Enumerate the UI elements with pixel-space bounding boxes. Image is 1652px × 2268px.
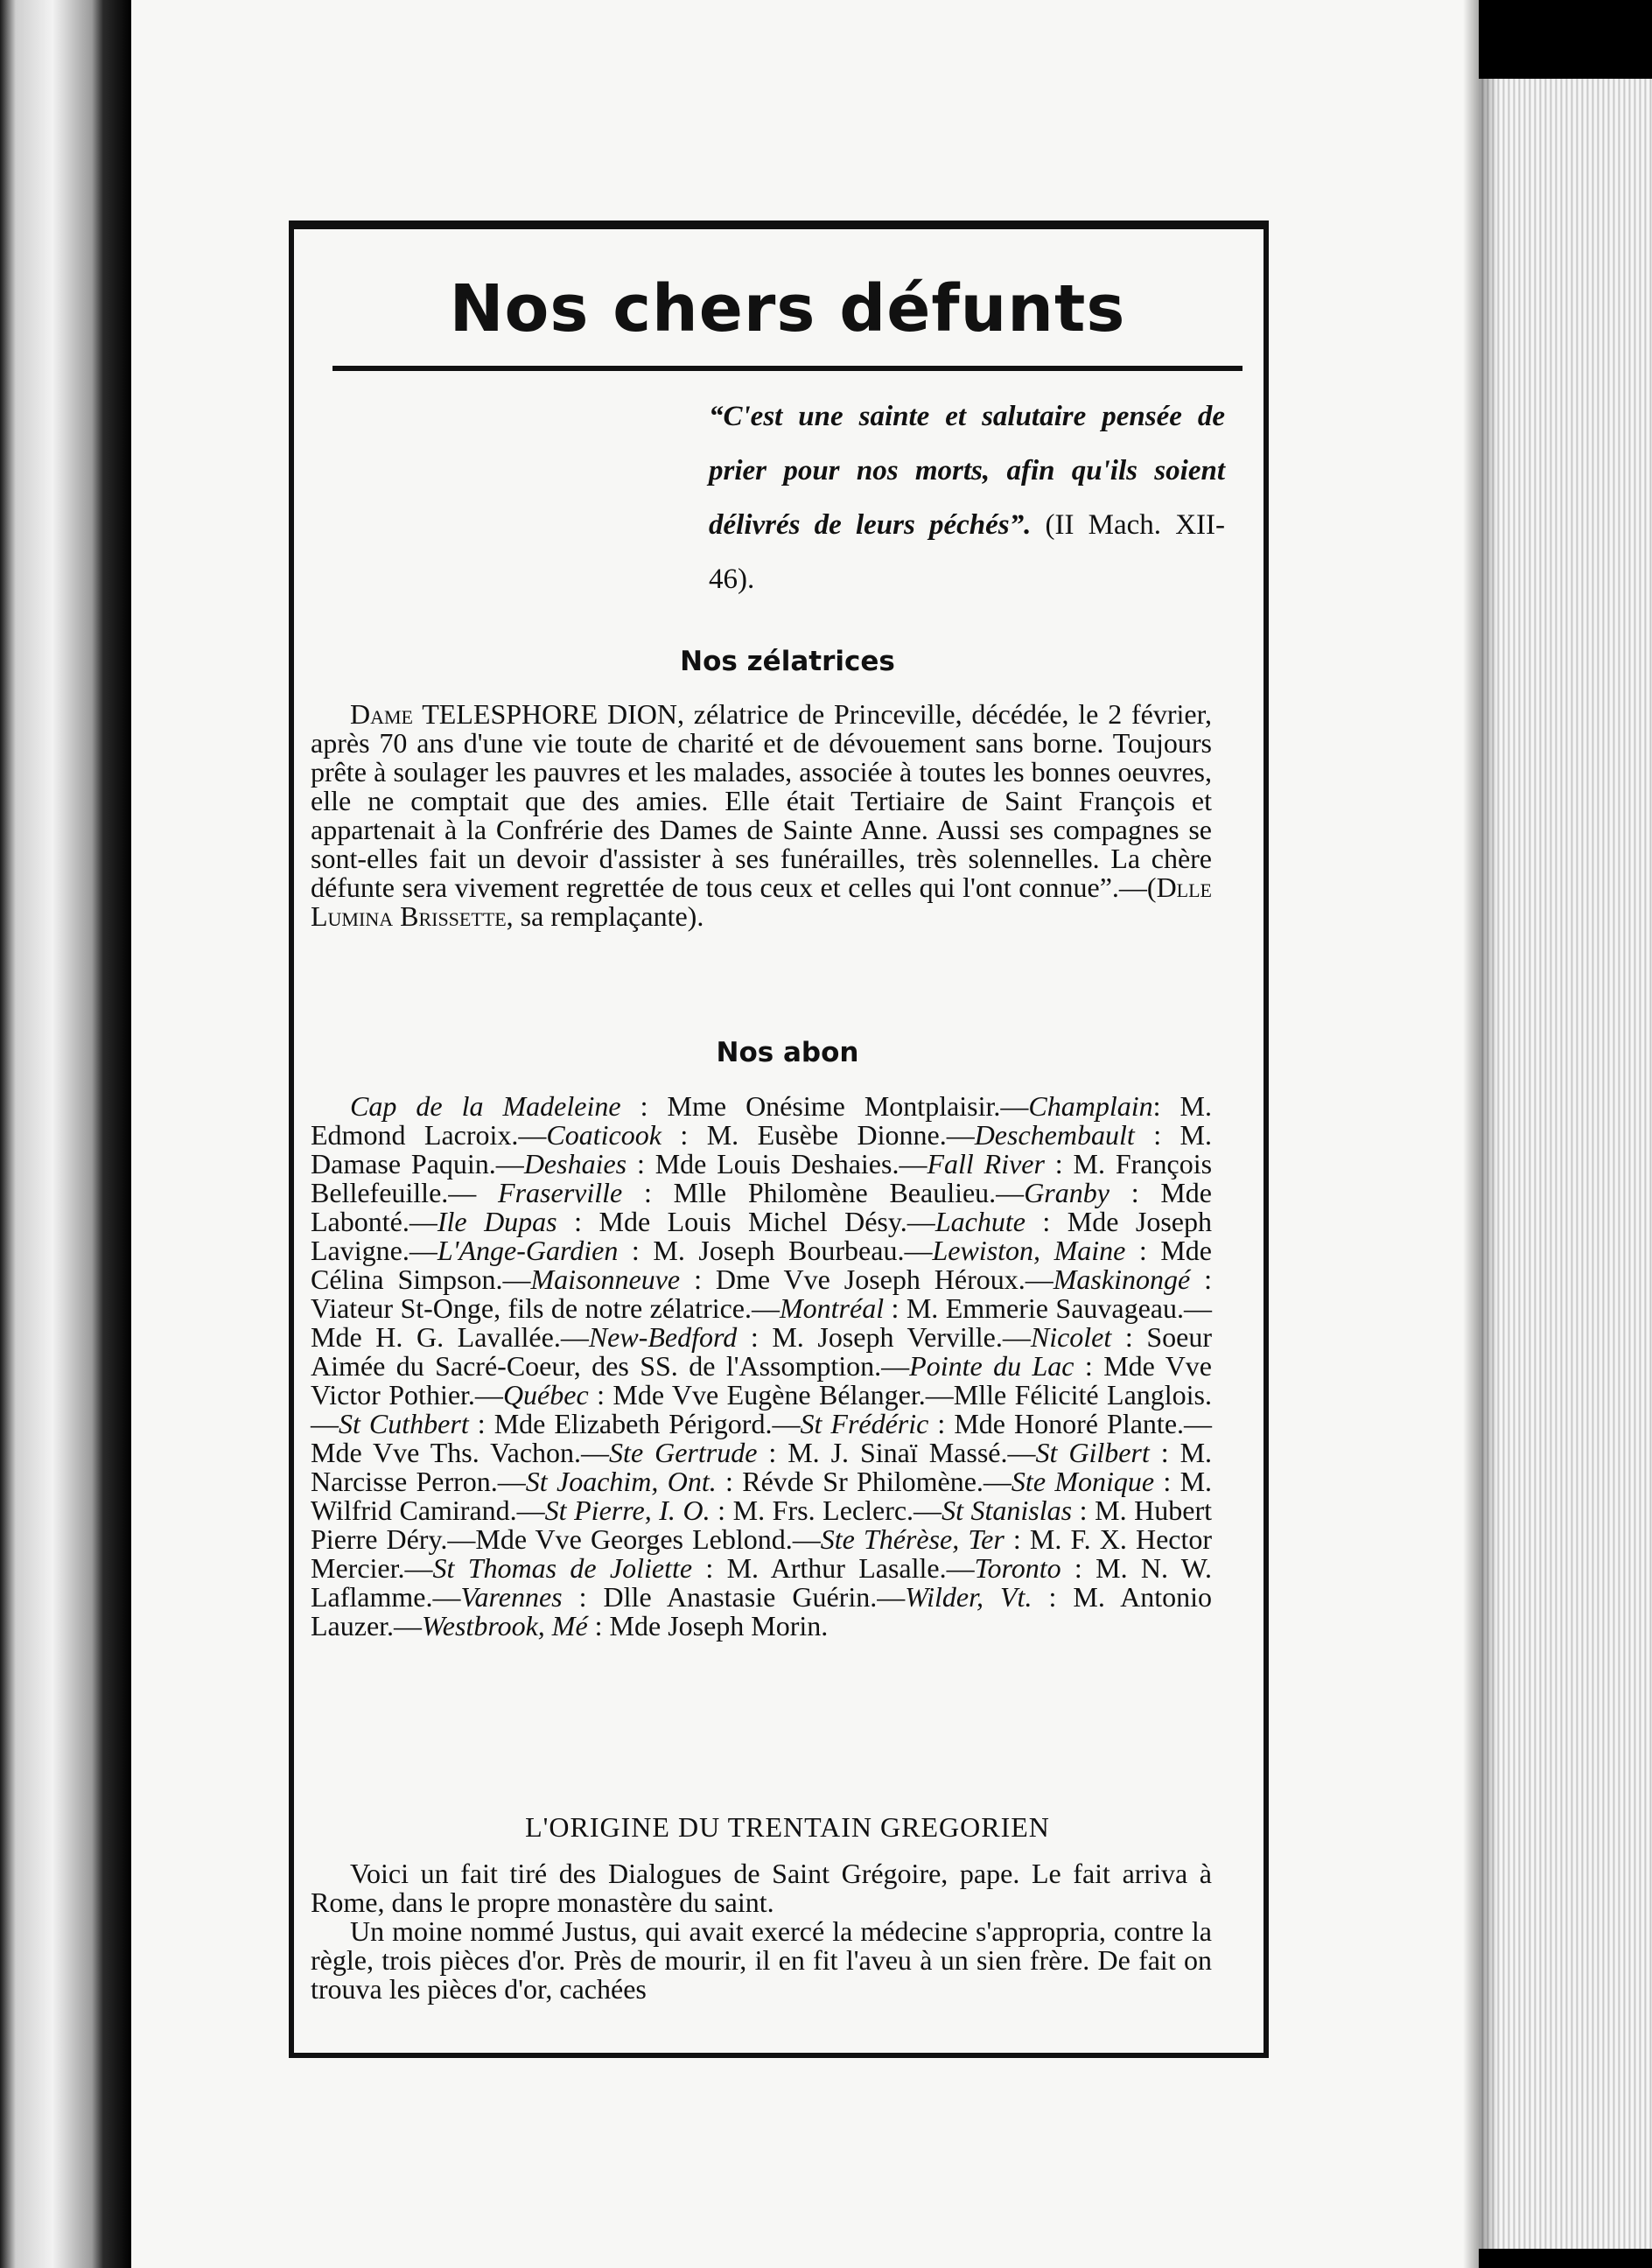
abonne-place: St Frédéric xyxy=(800,1408,929,1439)
frame-top-rule xyxy=(289,220,1269,229)
abonne-names: : M. Arthur Lasalle.— xyxy=(692,1552,975,1584)
abonne-place: Champlain xyxy=(1028,1090,1153,1122)
abonne-names: : Mde Célina Simpson.— xyxy=(311,1235,1213,1295)
abonne-place: Québec xyxy=(502,1379,589,1410)
abonne-names: : M. Joseph Verville.— xyxy=(737,1321,1031,1353)
abonne-names: : Mde Joseph Morin. xyxy=(587,1610,829,1642)
page-title: Nos chers défunts xyxy=(449,271,1126,346)
abonne-place: Lachute xyxy=(934,1206,1026,1237)
abonne-place: Ste Gertrude xyxy=(609,1437,758,1468)
abonne-place: Nicolet xyxy=(1030,1321,1112,1353)
title-rule xyxy=(332,366,1242,371)
abonne-names: : M. Frs. Leclerc.— xyxy=(710,1494,942,1526)
abonne-names: : Soeur Aimée du Sacré-Coeur, des SS. de l'Assomption.— xyxy=(311,1321,1213,1382)
abonne-place: Varennes xyxy=(460,1581,563,1613)
abonne-names: : Mde Elizabeth Périgord.— xyxy=(468,1408,801,1439)
abonne-place: Cap de la Madeleine xyxy=(350,1090,621,1122)
abonne-place: Fall River xyxy=(927,1148,1045,1180)
abonnes-heading: Nos abon xyxy=(716,1037,859,1068)
abonne-place: Lewiston, Maine xyxy=(932,1235,1126,1266)
abonne-place: Maisonneuve xyxy=(530,1264,681,1295)
abonnes-paragraph xyxy=(311,1092,1212,1641)
abonne-place: Wilder, Vt. xyxy=(905,1581,1032,1613)
name-prefix: Dame xyxy=(350,698,413,730)
abonne-names: : M. Edmond Lacroix.— xyxy=(311,1090,1213,1151)
abonne-names: : M. Hubert Pierre Déry.—Mde Vve Georges Leblond.— xyxy=(311,1494,1213,1555)
abonne-names: : Mde Vve Victor Pothier.— xyxy=(311,1350,1213,1410)
abonne-names: : Mde Honoré Plante.—Mde Vve Ths. Vachon.— xyxy=(311,1408,1213,1468)
gutter-shadow xyxy=(1463,0,1498,2268)
abonne-place: St Cuthbert xyxy=(339,1408,469,1439)
zelatrices-heading: Nos zélatrices xyxy=(680,646,895,677)
abonne-names: : Mde Louis Michel Désy.— xyxy=(556,1206,935,1237)
abonne-place: Ile Dupas xyxy=(437,1206,557,1237)
abonne-names: : M. Wilfrid Camirand.— xyxy=(311,1466,1213,1526)
epigraph-text: “C'est une sainte et salutaire pensée de prier pour nos morts, afin qu'ils soient délivrés de leurs péchés”. xyxy=(709,401,1225,541)
page-stack-edge xyxy=(1479,79,1652,2249)
abonne-names: : Viateur St-Onge, fils de notre zélatrice.— xyxy=(311,1264,1213,1324)
origine-heading: L'ORIGINE DU TRENTAIN GREGORIEN xyxy=(525,1811,1050,1843)
abonne-names: : Mde Joseph Lavigne.— xyxy=(311,1206,1213,1266)
abonne-place: Fraserville xyxy=(498,1177,623,1208)
zelatrices-paragraph xyxy=(311,700,1212,931)
abonne-place: Pointe du Lac xyxy=(909,1350,1074,1382)
abonne-names: : Mlle Philomène Beaulieu.— xyxy=(622,1177,1025,1208)
epigraph xyxy=(709,389,1225,606)
abonne-place: Maskinongé xyxy=(1053,1264,1191,1295)
abonne-place: Ste Monique xyxy=(1011,1466,1155,1497)
abonne-names: : M. J. Sinaï Massé.— xyxy=(757,1437,1036,1468)
zelatrices-body: zélatrice de Princeville, décédée, le 2 février, après 70 ans d'une vie toute de charité et de dévouement sans borne. Toujours prête à soulager les pauvres et les malades, associée à toutes les bonnes oeuvres, elle ne comptait que des amies. Elle était Tertiaire de Saint François et appartenait à la Confrérie des Dames de Sainte Anne. Aussi ses compagnes se sont-elles fait un devoir d'assister à ses funérailles, très solennelles. La chère défunte sera vivement regrettée de tous ceux et celles qui l'ont connue”.—( xyxy=(311,698,1213,903)
abonne-names: : M. François Bellefeuille.— xyxy=(311,1148,1213,1208)
abonne-names: : Révde Sr Philomène.— xyxy=(716,1466,1012,1497)
abonne-place: St Joachim, Ont. xyxy=(525,1466,717,1497)
abonne-names: : M. Damase Paquin.— xyxy=(311,1119,1212,1180)
abonne-place: L'Ange-Gardien xyxy=(437,1235,619,1266)
abonne-names: : Mde Louis Deshaies.— xyxy=(626,1148,928,1180)
abonne-place: St Stanislas xyxy=(942,1494,1073,1526)
abonne-names: : M. Eusèbe Dionne.— xyxy=(661,1119,975,1151)
abonne-place: New-Bedford xyxy=(588,1321,738,1353)
deceased-name: TELESPHORE DION, xyxy=(422,698,684,730)
abonne-names: : M. Narcisse Perron.— xyxy=(311,1437,1213,1497)
abonne-names: : Mme Onésime Montplaisir.— xyxy=(620,1090,1029,1122)
signature-closing: , sa remplaçante). xyxy=(506,900,704,932)
origine-paragraph-2: Un moine nommé Justus, qui avait exercé la médecine s'appropria, contre la règle, trois pièces d'or. Près de mourir, il en fit l'aveu à un sien frère. De fait on trouva les pièces d'or, cachées xyxy=(311,1915,1212,2005)
abonne-names: : Mde Labonté.— xyxy=(311,1177,1213,1237)
abonne-place: Westbrook, Mé xyxy=(422,1610,588,1642)
epigraph-reference: (II Mach. XII-46). xyxy=(709,509,1225,595)
abonne-names: : M. Emmerie Sauvageau.—Mde H. G. Lavallée.— xyxy=(311,1292,1212,1353)
abonne-place: Granby xyxy=(1024,1177,1110,1208)
abonne-place: St Thomas de Joliette xyxy=(432,1552,693,1584)
abonne-place: Coaticook xyxy=(546,1119,662,1151)
signature: Dlle Lumina Brissette xyxy=(311,872,1212,932)
abonne-place: Deshaies xyxy=(523,1148,627,1180)
abonne-place: St Pierre, I. O. xyxy=(544,1494,710,1526)
abonne-names: : M. F. X. Hector Mercier.— xyxy=(311,1523,1213,1584)
abonne-names: : Dlle Anastasie Guérin.— xyxy=(562,1581,906,1613)
abonne-place: Toronto xyxy=(974,1552,1061,1584)
abonne-place: Montréal xyxy=(779,1292,885,1324)
left-book-edge xyxy=(0,0,131,2268)
abonne-names: : M. Antonio Lauzer.— xyxy=(311,1581,1213,1642)
abonne-place: St Gilbert xyxy=(1035,1437,1150,1468)
origine-paragraph-1: Voici un fait tiré des Dialogues de Saint Grégoire, pape. Le fait arriva à Rome, dans le propre monastère du saint. xyxy=(311,1858,1212,1918)
abonne-place: Deschembault xyxy=(974,1119,1135,1151)
abonne-names: : Mde Vve Eugène Bélanger.—Mlle Félicité Langlois.— xyxy=(311,1379,1213,1439)
abonne-place: Ste Thérèse, Ter xyxy=(820,1523,1004,1555)
abonne-names: : Dme Vve Joseph Héroux.— xyxy=(680,1264,1054,1295)
abonne-names: : M. Joseph Bourbeau.— xyxy=(618,1235,933,1266)
origine-text xyxy=(311,1859,1212,2004)
abonne-names: : M. N. W. Laflamme.— xyxy=(311,1552,1212,1613)
